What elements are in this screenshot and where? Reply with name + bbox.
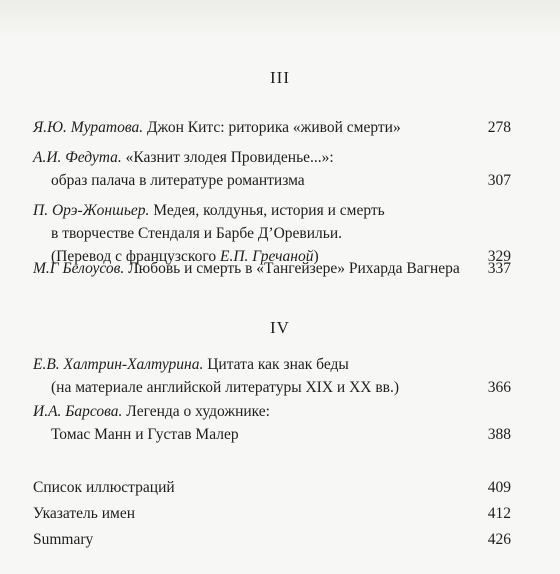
entry-title: Указатель имен [33,505,135,522]
toc-entry-haltrin [33,353,511,399]
toc-entry-illustrations [33,476,511,499]
entry-title: Медея, колдунья, история и смерть [153,202,385,219]
entry-page-number: 329 [487,248,511,265]
toc-entry-muratova [33,116,511,139]
entry-page-number: 366 [487,379,511,396]
entry-title-cont: (на материале английской литературы XIX и XX вв.) [51,379,400,396]
entry-closing-paren: ) [313,248,319,265]
entry-title: Summary [33,531,94,548]
entry-page-number: 409 [487,479,511,496]
toc-entry-feduta [33,146,511,192]
entry-title: Цитата как знак беды [207,356,349,373]
toc-entry-summary [33,528,511,551]
entry-page-number: 388 [487,426,511,443]
section-heading-4: IV [270,318,290,337]
entry-title: Джон Китс: риторика «живой смерти» [146,119,401,136]
toc-entry-name-index [33,502,511,525]
toc-entry-belousov [33,257,511,280]
entry-translator: Е.П. Гречаной [220,248,314,265]
entry-title-cont: в творчестве Стендаля и Барбе Д’Оревильи. [51,225,342,242]
toc-entry-barsova [33,400,511,446]
entry-title: Любовь и смерть в «Тангейзере» Рихарда Вагнера [128,260,460,277]
entry-page-number: 412 [487,505,511,522]
entry-author: А.И. Федута. [33,149,122,166]
entry-title: «Казнит злодея Провиденье...»: [125,149,334,166]
section-heading-3: III [270,68,290,87]
entry-title-cont: образ палача в литературе романтизма [51,172,305,189]
entry-page-number: 337 [487,260,511,277]
entry-author: М.Г Белоусов. [33,260,125,277]
entry-author: Я.Ю. Муратова. [33,119,144,136]
entry-page-number: 307 [487,172,511,189]
entry-title: Список иллюстраций [33,479,175,496]
entry-title-cont: Томас Манн и Густав Малер [51,426,239,443]
entry-page-number: 278 [487,119,511,136]
entry-title: Легенда о художнике: [126,403,270,420]
entry-author: И.А. Барсова. [33,403,123,420]
entry-page-number: 426 [487,531,511,548]
entry-author: П. Орэ-Жоншьер. [33,202,150,219]
entry-translation-note: (Перевод с французского [51,248,221,265]
entry-author: Е.В. Халтрин-Халтурина. [33,356,204,373]
bleed-through-shadow [0,0,560,40]
